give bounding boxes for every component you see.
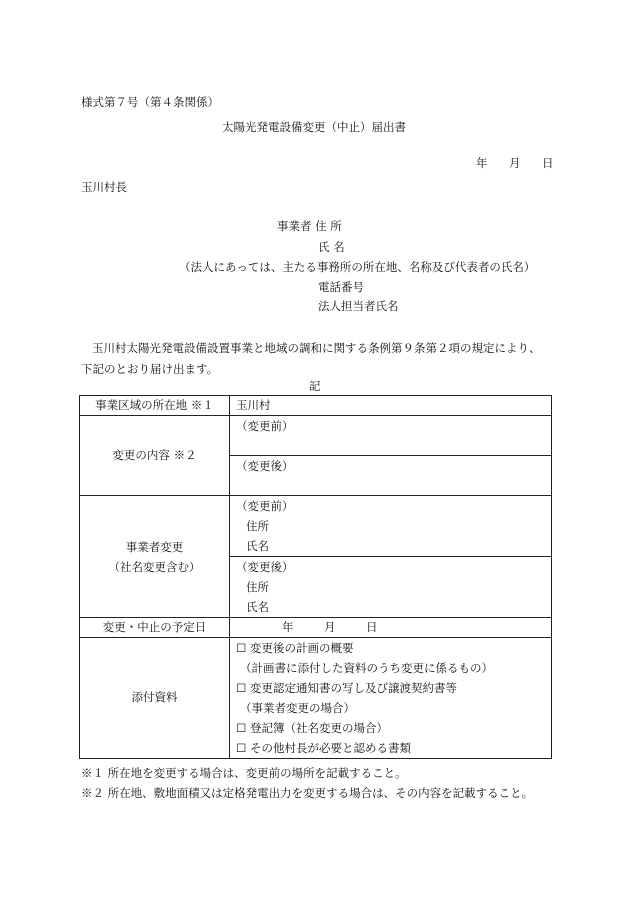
operator-change-label: 事業者変更 （社名変更含む）: [80, 496, 230, 618]
attachment-item: ☐ 変更認定通知書の写し及び譲渡契約書等: [236, 681, 457, 695]
operator-before-cell: （変更前） 住所 氏名: [230, 496, 552, 557]
table-row-operator-before: [80, 496, 552, 557]
table-row-location: [80, 396, 552, 416]
attachment-note: （事業者変更の場合）: [240, 701, 355, 715]
applicant-contact-label: 法人担当者氏名: [318, 299, 399, 313]
operator-after-address: 住所: [246, 580, 269, 594]
applicant-name-label: 氏 名: [318, 240, 345, 254]
table-row-attachments: [80, 638, 552, 759]
checkbox-icon[interactable]: ☐: [236, 641, 247, 655]
footnote-1: ※１ 所在地を変更する場合は、変更前の場所を記載すること。: [81, 766, 407, 780]
attachments-label: 添付資料: [80, 638, 230, 759]
checkbox-icon[interactable]: ☐: [236, 681, 247, 695]
applicant-corporate-note: （法人にあっては、主たる事務所の所在地、名称及び代表者の氏名）: [179, 260, 536, 274]
operator-before-address: 住所: [246, 519, 269, 533]
change-content-label: 変更の内容 ※２: [80, 416, 230, 496]
operator-after-cell: （変更後） 住所 氏名: [230, 557, 552, 618]
schedule-month: 月: [324, 620, 336, 634]
attachments-list: [230, 638, 552, 759]
operator-before-name: 氏名: [246, 539, 269, 553]
detail-table: [79, 395, 552, 759]
document-title: 太陽光発電設備変更（中止）届出書: [222, 120, 406, 134]
record-heading: 記: [309, 379, 321, 393]
addressee: 玉川村長: [81, 180, 127, 194]
attachment-item: ☐ その他村長が必要と認める書類: [236, 741, 411, 755]
schedule-value: [230, 618, 552, 638]
applicant-phone-label: 電話番号: [318, 280, 364, 294]
change-before-cell: （変更前）: [230, 416, 552, 456]
attachment-item: ☐ 登記簿（社名変更の場合）: [236, 721, 388, 735]
date-month: 月: [509, 156, 521, 170]
schedule-day: 日: [366, 620, 378, 634]
schedule-label: 変更・中止の予定日: [80, 618, 230, 638]
location-value: 玉川村: [230, 396, 552, 416]
footnote-2: ※２ 所在地、敷地面積又は定格発電出力を変更する場合は、その内容を記載すること。: [81, 786, 534, 800]
attachment-item: ☐ 変更後の計画の概要: [236, 641, 354, 655]
change-after-cell: （変更後）: [230, 456, 552, 496]
table-row-change-before: [80, 416, 552, 456]
location-label: 事業区域の所在地 ※１: [80, 396, 230, 416]
date-year: 年: [476, 156, 488, 170]
form-number: 様式第７号（第４条関係）: [81, 95, 219, 109]
checkbox-icon[interactable]: ☐: [236, 721, 247, 735]
operator-after-name: 氏名: [246, 600, 269, 614]
schedule-year: 年: [282, 620, 294, 634]
checkbox-icon[interactable]: ☐: [236, 741, 247, 755]
applicant-address-label: 事業者 住 所: [277, 219, 342, 233]
attachment-note: （計画書に添付した資料のうち変更に係るもの）: [240, 661, 493, 675]
body-paragraph: 玉川村太陽光発電設備設置事業と地域の調和に関する条例第９条第２項の規定により、下記のとおり届け出ます。: [81, 341, 541, 376]
table-row-schedule: [80, 618, 552, 638]
date-day: 日: [542, 156, 554, 170]
date-line: [476, 158, 554, 170]
